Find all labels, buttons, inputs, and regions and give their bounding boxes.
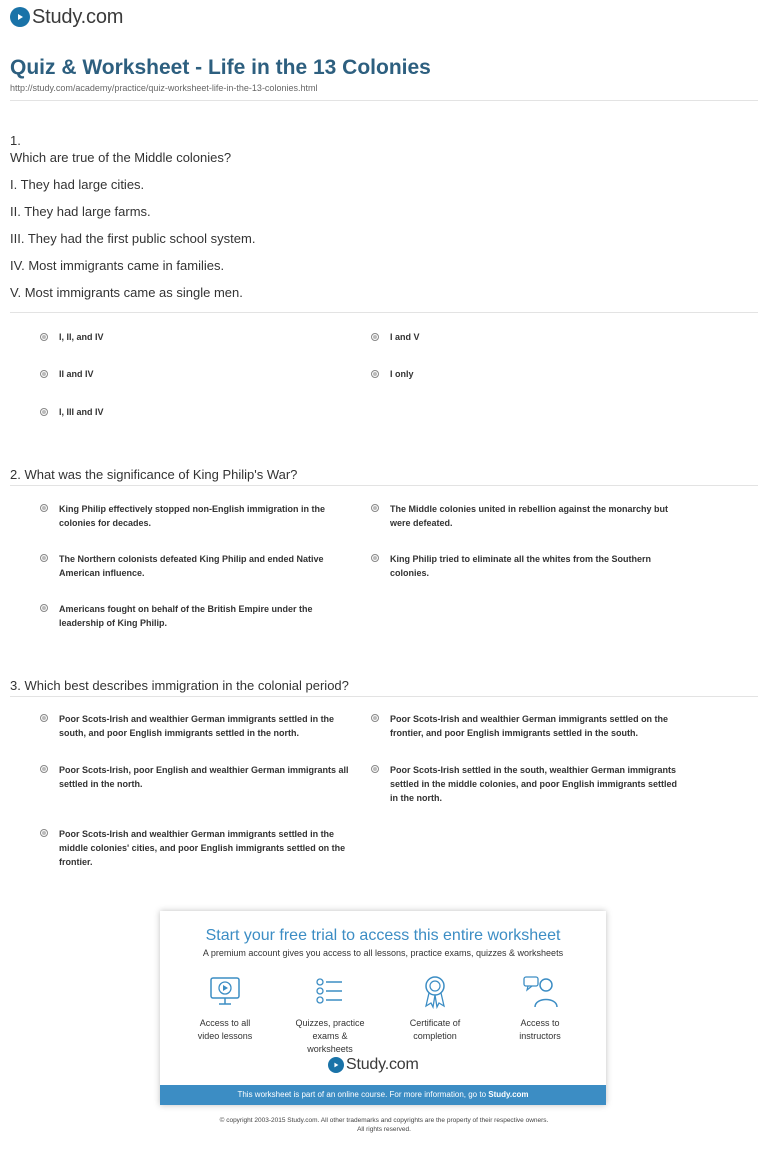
quiz-list-icon (312, 973, 348, 1009)
promo-title[interactable]: Start your free trial to access this entire worksheet (205, 927, 561, 944)
feature-label: Quizzes, practice (295, 1018, 365, 1028)
copyright-line: All rights reserved. (357, 1126, 411, 1133)
promo-subtitle: A premium account gives you access to all lessons, practice exams, quizzes & worksheets (202, 948, 564, 958)
feature-label: Access to (520, 1018, 560, 1028)
answer-label: Poor Scots-Irish and wealthier German immigrants settled in the south, and poor English immigrants settled in the north. (59, 714, 335, 738)
radio-button[interactable] (371, 714, 379, 722)
study-logo[interactable] (10, 6, 123, 28)
radio-button[interactable] (371, 765, 379, 773)
feature-video-lessons (185, 973, 265, 1043)
answer-option[interactable] (371, 712, 701, 740)
radio-button[interactable] (371, 504, 379, 512)
answer-option[interactable] (371, 763, 681, 805)
radio-button[interactable] (371, 554, 379, 562)
radio-button[interactable] (371, 333, 379, 341)
page-title: Quiz & Worksheet - Life in the 13 Colonies (10, 56, 431, 79)
question-1-statement: IV. Most immigrants came in families. (10, 258, 225, 273)
radio-button[interactable] (371, 370, 379, 378)
feature-certificate (395, 973, 475, 1043)
feature-quizzes (290, 973, 370, 1056)
answer-option[interactable] (371, 502, 681, 530)
answer-option[interactable] (371, 331, 420, 343)
study-link[interactable]: Study.com (488, 1090, 529, 1099)
answer-option[interactable] (40, 712, 350, 740)
promo-study-logo[interactable] (328, 1056, 419, 1074)
instructor-icon (522, 973, 558, 1009)
answer-option[interactable] (40, 827, 358, 869)
radio-button[interactable] (40, 370, 48, 378)
answer-option[interactable] (40, 502, 350, 530)
radio-button[interactable] (40, 408, 48, 416)
radio-button[interactable] (40, 714, 48, 722)
radio-button[interactable] (40, 504, 48, 512)
question-1-number: 1. (10, 133, 21, 148)
question-2-prompt: 2. What was the significance of King Philip's War? (10, 467, 298, 482)
answer-label: Poor Scots-Irish and wealthier German immigrants settled on the frontier, and poor English immigrants settled in the south. (390, 714, 669, 738)
question-1-statement: II. They had large farms. (10, 204, 151, 219)
feature-label: Access to all (199, 1018, 251, 1028)
page-url: http://study.com/academy/practice/quiz-worksheet-life-in-the-13-colonies.html (10, 83, 318, 93)
logo-text: Study.com (346, 1056, 419, 1073)
divider (10, 696, 758, 697)
answer-label: The Middle colonies united in rebellion against the monarchy but were defeated. (390, 504, 669, 528)
question-1-statement: III. They had the first public school system. (10, 231, 256, 246)
answer-label: King Philip tried to eliminate all the whites from the Southern colonies. (390, 554, 652, 578)
copyright-line: © copyright 2003-2015 Study.com. All other trademarks and copyrights are the property of their respective owners. (219, 1117, 549, 1124)
video-lesson-icon (207, 973, 243, 1009)
feature-label: completion (413, 1031, 457, 1041)
answer-label: I only (390, 369, 414, 379)
radio-button[interactable] (40, 604, 48, 612)
play-icon (10, 7, 30, 27)
radio-button[interactable] (40, 333, 48, 341)
copyright-footer (0, 1116, 768, 1134)
free-trial-promo[interactable] (160, 911, 606, 1105)
divider (10, 312, 758, 313)
answer-option[interactable] (40, 406, 104, 418)
answer-label: Poor Scots-Irish, poor English and wealthier German immigrants all settled in the north. (59, 765, 349, 789)
question-1-prompt: Which are true of the Middle colonies? (10, 150, 232, 165)
answer-option[interactable] (371, 368, 414, 380)
question-1-statement: I. They had large cities. (10, 177, 145, 192)
answer-label: Poor Scots-Irish settled in the south, wealthier German immigrants settled in the middle colonies, and poor English immigrants settled in the north. (390, 765, 678, 803)
answer-option[interactable] (40, 602, 350, 630)
radio-button[interactable] (40, 554, 48, 562)
answer-option[interactable] (371, 552, 681, 580)
feature-label: exams & worksheets (307, 1031, 353, 1054)
certificate-icon (417, 973, 453, 1009)
answer-option[interactable] (40, 368, 94, 380)
radio-button[interactable] (40, 829, 48, 837)
divider (10, 100, 758, 101)
answer-label: I and V (390, 332, 420, 342)
divider (10, 485, 758, 486)
answer-label: I, III and IV (59, 407, 104, 417)
answer-option[interactable] (40, 331, 104, 343)
answer-label: The Northern colonists defeated King Philip and ended Native American influence. (59, 554, 324, 578)
feature-label: Certificate of (409, 1018, 461, 1028)
answer-label: King Philip effectively stopped non-English immigration in the colonies for decades. (59, 504, 326, 528)
promo-info-bar (160, 1085, 606, 1105)
question-1-statement: V. Most immigrants came as single men. (10, 285, 243, 300)
radio-button[interactable] (40, 765, 48, 773)
question-3-prompt: 3. Which best describes immigration in the colonial period? (10, 678, 349, 693)
answer-label: Poor Scots-Irish and wealthier German immigrants settled in the middle colonies' cities, and poor English immigrants settled on the frontier. (59, 829, 346, 867)
feature-label: instructors (519, 1031, 561, 1041)
answer-label: Americans fought on behalf of the British Empire under the leadership of King Philip. (59, 604, 313, 628)
promo-bar-text: This worksheet is part of an online course. For more information, go to (237, 1090, 489, 1099)
feature-label: video lessons (197, 1031, 253, 1041)
play-icon (328, 1057, 344, 1073)
answer-option[interactable] (40, 552, 350, 580)
answer-label: II and IV (59, 369, 94, 379)
answer-label: I, II, and IV (59, 332, 104, 342)
answer-option[interactable] (40, 763, 350, 791)
logo-text: Study.com (32, 5, 124, 28)
feature-instructors (500, 973, 580, 1043)
